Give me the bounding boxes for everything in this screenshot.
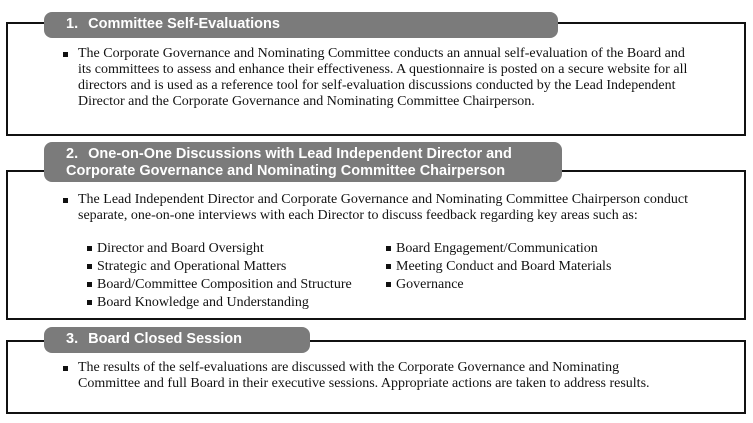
- square-bullet-icon: [87, 264, 92, 269]
- square-bullet-icon: [87, 300, 92, 305]
- section-3-title: Board Closed Session: [88, 331, 243, 347]
- section-3-number: 3.: [66, 331, 79, 347]
- section-2-bullet-icon: [63, 198, 68, 203]
- section-2-number: 2.: [66, 146, 79, 162]
- section-2-header: [44, 142, 562, 182]
- section-2-title-line2: Corporate Governance and Nominating Committee Chairperson: [66, 163, 506, 179]
- section-2-title-line1: One-on-One Discussions with Lead Independent Director and: [88, 146, 512, 162]
- section-2-title-line1-row: [66, 146, 550, 163]
- square-bullet-icon: [386, 246, 391, 251]
- square-bullet-icon: [386, 282, 391, 287]
- section-2-left-list: [87, 240, 377, 312]
- list-item: Governance: [386, 276, 686, 294]
- section-1-title: Committee Self-Evaluations: [88, 16, 280, 32]
- section-1-text: The Corporate Governance and Nominating Committee conducts an annual self-evaluation of the Board and its committees to assess and enhance their effectiveness. A questionnaire is posted on a secure website for all directors and is used as a reference tool for self-evaluation discussions conducted by the Lead Independent Director and the Corporate Governance and Nominating Committee Chairperson.: [78, 46, 688, 109]
- list-item: Meeting Conduct and Board Materials: [386, 258, 686, 276]
- section-1-number: 1.: [66, 16, 79, 32]
- list-item: Board/Committee Composition and Structure: [87, 276, 377, 294]
- list-item: Strategic and Operational Matters: [87, 258, 377, 276]
- square-bullet-icon: [87, 282, 92, 287]
- square-bullet-icon: [386, 264, 391, 269]
- list-item: Director and Board Oversight: [87, 240, 377, 258]
- section-2-right-list: [386, 240, 686, 294]
- section-2-text: The Lead Independent Director and Corporate Governance and Nominating Committee Chairperson conduct separate, one-on-one interviews with each Director to discuss feedback regarding key areas such as:: [78, 192, 688, 223]
- section-3-text: The results of the self-evaluations are discussed with the Corporate Governance and Nominating Committee and full Board in their executive sessions. Appropriate actions are taken to address results.: [78, 360, 650, 391]
- square-bullet-icon: [87, 246, 92, 251]
- section-3-bullet-icon: [63, 366, 68, 371]
- list-item: Board Knowledge and Understanding: [87, 294, 377, 312]
- section-1-bullet-icon: [63, 52, 68, 57]
- section-1-header: [44, 12, 558, 38]
- list-item: Board Engagement/Communication: [386, 240, 686, 258]
- section-3-header: [44, 327, 310, 353]
